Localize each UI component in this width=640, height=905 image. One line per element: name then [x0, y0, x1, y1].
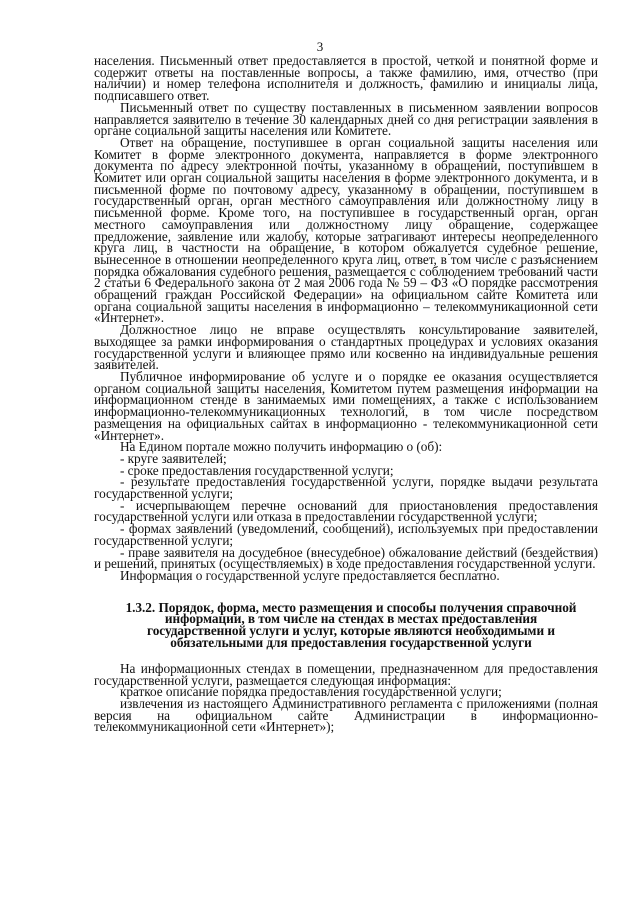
list-item: краткое описание порядка предоставления государственной услуги; [120, 684, 502, 700]
paragraph-stand-intro: На информационных стендах в помещении, предназначенном для предоставления государственной услуги, размещается следующая информация: [94, 660, 598, 688]
page-number: 3 [316, 39, 324, 54]
document-body [94, 55, 598, 733]
paragraph-free-info: Информация о государственной услуге предоставляется бесплатно. [120, 567, 500, 583]
list-item: - результате предоставления государственной услуги, порядке выдачи результата государственной услуги; [94, 474, 598, 502]
list-item: - праве заявителя на досудебное (внесудебное) обжалование действий (бездействия) и решений, принятых (осуществляемых) в ходе предоставления государственной услуги. [94, 544, 598, 572]
paragraph-electronic-answer: Ответ на обращение, поступившее в орган социальной защиты населения или Комитет в форме электронного документа, направляется в форме электронного документа по адресу электронной почты, указанному в обращении, поступившем в Комитет или орган социальной защиты населения в форме электронного документа, и в письменной форме по почтовому адресу, указанному в обращении, поступившем в государственный орган, орган местного самоуправления или должностному лицу в письменной форме. Кроме того, на поступившее в государственный орган, орган местного самоуправления или должностному лицу обращение, содержащее предложение, заявление или жалобу, которые затрагивают интересы неопределенного круга лиц, в частности на обращение, в котором обжалуется судебное решение, вынесенное в отношении неопределенного круга лиц, ответ, в том числе с разъяснением порядка обжалования судебного решения, размещается с соблюдением требований части 2 статьи 6 Федерального закона от 2 мая 2006 года № 59 – ФЗ «О порядке рассмотрения обращений граждан Российской Федерации» на официальном сайте Комитета или органа социальной защиты населения в информационно – телекоммуникационной сети «Интернет». [94, 134, 598, 326]
list-item: - сроке предоставления государственной услуги; [120, 462, 394, 478]
section-heading: 1.3.2. Порядок, форма, место размещения и способы получения справочной информации, в том числе на стендах в местах предоставления государственной услуги и услуг, которые являются необходимыми и обязательными для предоставления государственной услуги [125, 599, 577, 651]
list-item: - исчерпывающем перечне оснований для приостановления предоставления государственной услуги или отказа в предоставлении государственной услуги; [94, 497, 598, 525]
list-item: - круге заявителей; [120, 450, 227, 466]
paragraph-answer-deadline: Письменный ответ по существу поставленных в письменном заявлении вопросов направляется заявителю в течение 30 календарных дней со дня регистрации заявления в органе социальной защиты населения или Комитете. [94, 99, 598, 139]
paragraph-unified-portal: На Едином портале можно получить информацию о (об): [120, 439, 443, 455]
list-item: извлечения из настоящего Административного регламента с приложениями (полная версия на официальном сайте Администрации в информационно-телекоммуникационной сети «Интернет»); [94, 695, 598, 735]
paragraph-public-information: Публичное информирование об услуге и о порядке ее оказания осуществляется органом социальной защиты населения, Комитетом путем размещения информации на информационном стенде в занимаемых ими помещениях, а также с использованием информационно-телекоммуникационных технологий, в том числе посредством размещения на официальных сайтах в информационно - телекоммуникационной сети «Интернет». [94, 368, 598, 443]
list-item: - формах заявлений (уведомлений, сообщений), используемых при предоставлении государственной услуги; [94, 521, 598, 548]
paragraph-consultation-limits: Должностное лицо не вправе осуществлять консультирование заявителей, выходящее за рамки информирования о стандартных процедурах и условиях оказания государственной услуги и влияющее прямо или косвенно на индивидуальные решения заявителей. [94, 322, 598, 373]
paragraph-answer-form: населения. Письменный ответ предоставляется в простой, четкой и понятной форме и содержит ответы на поставленные вопросы, а также фамилию, имя, отчество (при наличии) и номер телефона исполнителя и должность, фамилию и инициалы лица, подписавшего ответ. [94, 53, 598, 104]
